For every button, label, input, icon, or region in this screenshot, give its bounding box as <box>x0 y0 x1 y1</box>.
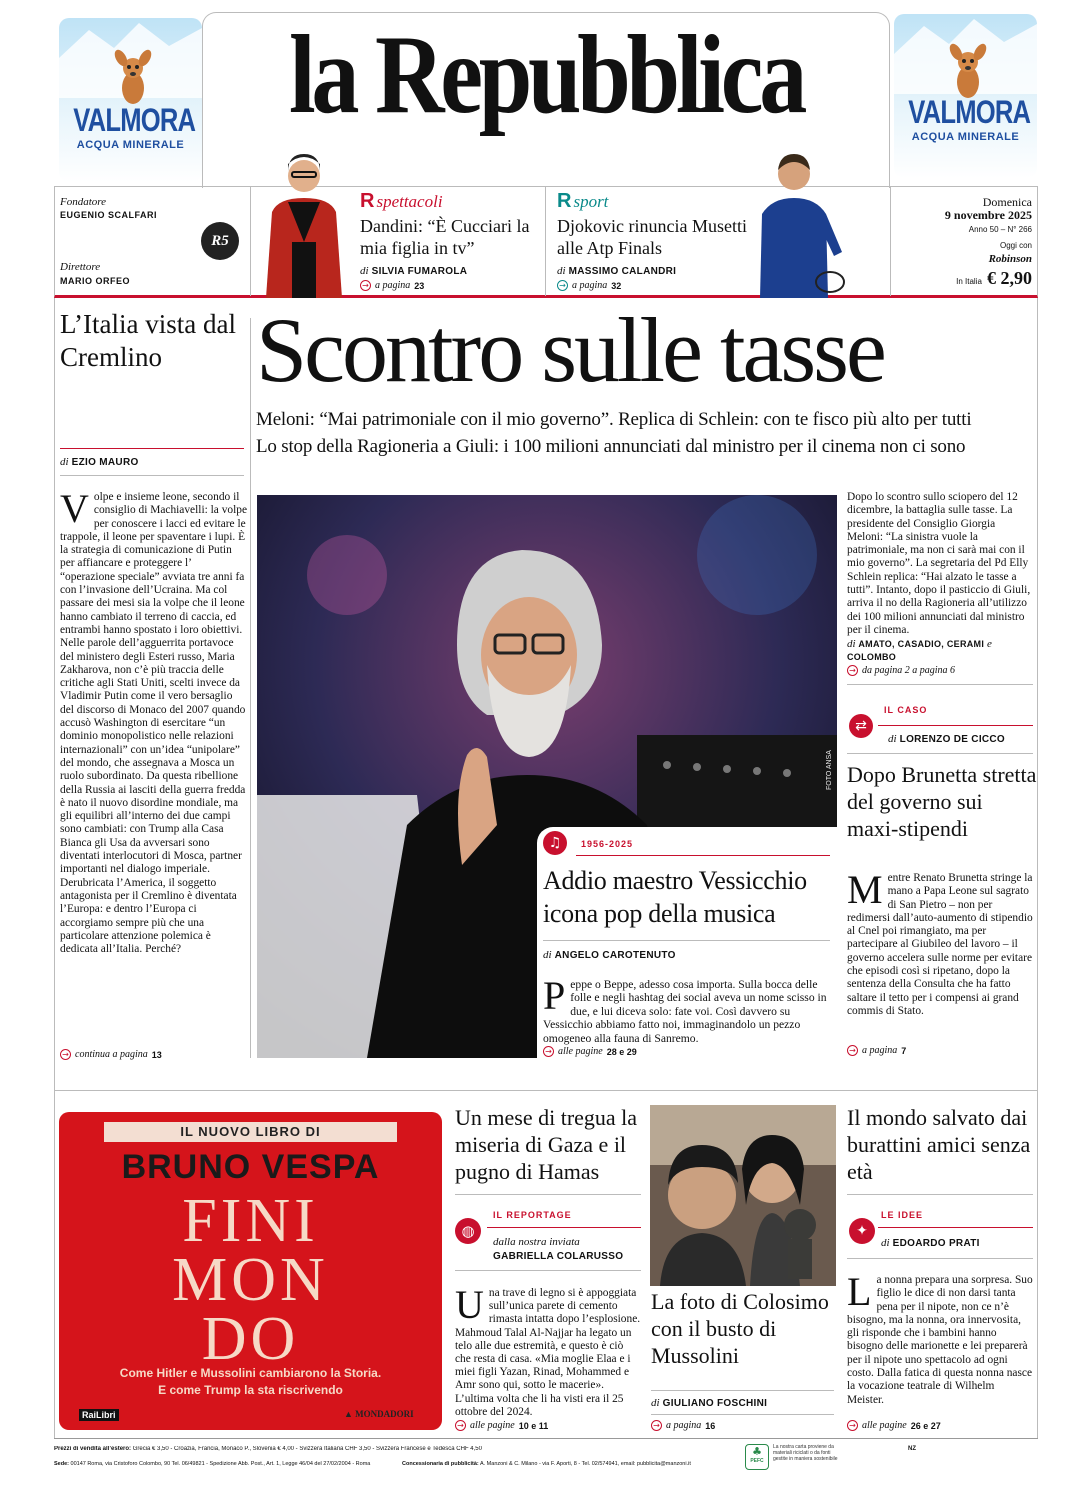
arrow-icon: → <box>847 1045 858 1056</box>
sport-teaser[interactable] <box>557 190 747 291</box>
by-prefix: di <box>651 1397 660 1409</box>
arrow-icon: → <box>455 1420 466 1431</box>
main-subhead-1: Meloni: “Mai patrimoniale con il mio governo”. Replica di Schlein: con te fisco più alto per tutti <box>256 409 972 430</box>
vessicchio-pages[interactable] <box>543 1046 637 1057</box>
vespa-tagline-2: E come Trump la sta riscrivendo <box>158 1383 343 1397</box>
dropcap: M <box>847 867 883 912</box>
teaser-author: SILVIA FUMAROLA <box>371 266 468 277</box>
pages-number: 28 e 29 <box>606 1046 637 1057</box>
by-prefix: di <box>881 1237 890 1249</box>
colosimo-author: GIULIANO FOSCHINI <box>662 1398 768 1409</box>
by-prefix: di <box>847 638 856 650</box>
pages-number: 10 e 11 <box>518 1420 549 1431</box>
footer-prices <box>54 1446 744 1452</box>
arrow-icon: → <box>360 280 371 291</box>
by-prefix: di <box>557 265 566 277</box>
brunetta-pages[interactable] <box>847 1045 906 1056</box>
tree-icon: ♣ <box>752 1445 762 1458</box>
by-prefix: di <box>60 456 69 468</box>
section-label: sport <box>573 192 609 211</box>
mondadori-logo: ▲ MONDADORI <box>344 1409 414 1419</box>
continue-page: 13 <box>151 1049 162 1060</box>
burattini-kicker: LE IDEE <box>881 1210 924 1220</box>
section-label: spettacoli <box>376 192 443 211</box>
pages-label: alle pagine <box>558 1046 603 1057</box>
valmora-tagline: ACQUA MINERALE <box>76 139 185 151</box>
print-code: NZ <box>908 1446 916 1452</box>
arrow-icon: → <box>651 1420 662 1431</box>
burattini-headline[interactable]: Il mondo salvato dai burattini amici senza età <box>847 1105 1031 1184</box>
colosimo-headline[interactable]: La foto di Colosimo con il busto di Mussolini <box>651 1289 829 1368</box>
pages-label: da pagina 2 a pagina 6 <box>862 665 956 676</box>
dropcap: U <box>455 1282 484 1327</box>
valmora-ad-right[interactable] <box>894 14 1037 178</box>
spettacoli-teaser[interactable] <box>360 190 540 291</box>
masthead-title[interactable]: la Repubblica <box>288 13 804 137</box>
by-prefix: di <box>888 733 897 745</box>
page-number: 7 <box>901 1045 907 1056</box>
editorial-headline[interactable]: L’Italia vista dal Cremlino <box>60 309 236 372</box>
r-logo-icon: R <box>360 190 375 212</box>
colosimo-pages[interactable] <box>651 1420 715 1431</box>
founder-name: EUGENIO SCALFARI <box>60 210 158 220</box>
globe-icon: ◍ <box>455 1218 481 1244</box>
rai-libri-logo: RaiLibri <box>79 1409 119 1421</box>
by-prefix: di <box>543 949 552 961</box>
teaser-headline: Dandini: “È Cucciari la mia figlia in tv” <box>360 216 530 258</box>
main-author-last: COLOMBO <box>847 652 897 662</box>
arrow-icon: → <box>847 665 858 676</box>
gaza-by-prefix: dalla nostra inviata <box>493 1236 580 1248</box>
editorial-text: olpe e insieme leone, secondo il consiglio di Machiavelli: la volpe per conoscere i lacci ed evitare le trappole, il leone per spaventare i lupi. È la strategia di comunicazione di Putin per affiancare e proteggere l’ “operazione speciale” avviata tre anni fa con l’invasione dell’Ucraina. Ma col passare dei mesi sia la volpe che il leone hanno cambiato il terreno di caccia, ed entrambi hanno spostato i loro obiettivi. Nelle parole dell’agguerrita portavoce del ministero degli Esteri russo, Maria Zakharova, non c’è più traccia delle critiche agli Stati Uniti, scelti invece da Vladimir Putin come il vero bersaglio del discorso di Monaco del 2007 quando accusò Washington di esercitare “un dominio monopolistico nelle relazioni internazionali” con un’idea “unipolare” del mondo, che assegnava a Mosca un ruolo subordinato. Da questa ribellione della Russia ai lasciti della guerra fredda è nato il nuovo disordine mondiale, ma gli equilibri all’interno dei due campi sono cambiati: con Trump alla Casa Bianca gli Usa da avversari sono diventati interlocutori di Mosca, partner importanti nel dialogo imperiale. Derubricata l’America, il soggetto antagonista per il Cremlino è diventata l’Europa: e dentro l’Europa ci accorgiamo sempre più che una particolare attenzione polemica è dedicata all’Italia. Perché? <box>60 491 247 956</box>
date-full: 9 novembre 2025 <box>944 208 1032 222</box>
brunetta-body <box>847 867 1034 1018</box>
page-prefix: a pagina <box>862 1045 898 1056</box>
continue-label: continua a pagina <box>75 1049 148 1060</box>
vespa-title-line-1: FINI <box>182 1187 319 1255</box>
page-number: 16 <box>705 1420 716 1431</box>
valmora-brand: VALMORA <box>73 102 196 138</box>
vessicchio-byline <box>543 949 676 961</box>
vespa-title-line-2: MON <box>172 1246 329 1314</box>
pefc-note: La nostra carta proviene da materiali riciclati o da fonti gestite in maniera sostenibile <box>773 1444 838 1462</box>
authors-join: e <box>986 638 992 650</box>
refresh-icon: ⇄ <box>849 714 873 738</box>
burattini-byline <box>881 1237 980 1249</box>
director-name: MARIO ORFEO <box>60 276 130 286</box>
arrow-icon: → <box>847 1420 858 1431</box>
footer-sede <box>54 1461 394 1467</box>
by-prefix: di <box>360 265 369 277</box>
valmora-brand: VALMORA <box>908 94 1031 130</box>
pages-label: alle pagine <box>862 1420 907 1431</box>
sede-text: 00147 Roma, via Cristoforo Colombo, 90 Tel. 06/49821 - Spedizione Abb. Post., Art. 1, Legge 46/04 del 27/02/2004 - Roma <box>70 1461 371 1467</box>
vespa-book-ad[interactable] <box>59 1112 442 1430</box>
page-number: 23 <box>414 280 425 291</box>
price-label: In Italia <box>956 277 982 286</box>
director-label: Direttore <box>60 261 101 273</box>
gaza-pages[interactable] <box>455 1420 548 1431</box>
ads-text: A. Manzoni & C. Milano - via F. Aporti, 8 - Tel. 02/574941, email: pubblicita@manzoni.it <box>479 1461 691 1467</box>
dropcap: P <box>543 973 566 1018</box>
founder-label: Fondatore <box>60 196 107 208</box>
price-box <box>896 268 1032 289</box>
issue-number: Anno 50 – N° 266 <box>968 225 1032 234</box>
gaza-kicker: IL REPORTAGE <box>493 1210 572 1220</box>
supplement-name: Robinson <box>988 253 1032 265</box>
gaza-text: na trave di legno si è appoggiata sull’unica parete di cemento rimasta intatta dopo l’esplosione. Mahmoud Talal Al-Najjar ha legato un telo alle due estremità, e questo è ciò che resta di casa. «Mia moglie Elaa e i miei figli Yazan, Rinad, Mohammed e Amr sono qui, sotto le macerie». L’ultima volta che li ha visti era il 25 ottobre del 2024. <box>455 1287 641 1418</box>
teaser-author: MASSIMO CALANDRI <box>568 266 677 277</box>
main-headline[interactable]: Scontro sulle tasse <box>256 299 884 401</box>
photo-credit: FOTO ANSA <box>826 750 833 790</box>
brunetta-text: entre Renato Brunetta stringe la mano a Papa Leone sul sagrato di San Pietro – non per redimersi dall’auto-aumento di stipendio al Cnel poi rimangiato, ma per partecipare al Giubileo del lavoro – il governo accelera sulle norme per evitare che episodi così si ripetano, dopo la sentenza della Consulta che ha fatto saltare il tetto per i compensi ai grand commis di Stato. <box>847 872 1033 1017</box>
footer-ads <box>402 1461 742 1467</box>
page-number: 32 <box>611 280 622 291</box>
pages-number: 26 e 27 <box>910 1420 941 1431</box>
prices-label: Prezzi di vendita all’estero: <box>54 1446 132 1452</box>
arrow-icon: → <box>543 1046 554 1057</box>
gaza-body <box>455 1282 641 1419</box>
arrow-icon: → <box>557 280 568 291</box>
r-logo-icon: R <box>557 190 572 212</box>
lightbulb-icon: ✦ <box>849 1218 875 1244</box>
burattini-author: EDOARDO PRATI <box>892 1238 980 1249</box>
vespa-author: BRUNO VESPA <box>121 1148 380 1186</box>
supplement-label: Oggi con <box>999 241 1032 250</box>
valmora-tagline: ACQUA MINERALE <box>911 131 1020 143</box>
price: € 2,90 <box>987 268 1032 288</box>
dandini-photo[interactable] <box>258 142 350 298</box>
colosimo-photo[interactable] <box>650 1105 836 1286</box>
colosimo-byline <box>651 1397 767 1409</box>
editorial-body <box>60 486 248 956</box>
date-day: Domenica <box>982 195 1032 209</box>
vessicchio-kicker: 1956-2025 <box>581 839 634 849</box>
page-prefix: a pagina <box>666 1420 702 1431</box>
page-prefix: a pagina <box>572 280 608 291</box>
main-subhead-2: Lo stop della Ragioneria a Giuli: i 100 milioni annunciati dal ministro per il cinema non ci sono <box>256 436 966 457</box>
pages-label: alle pagine <box>470 1420 515 1431</box>
djokovic-photo[interactable] <box>742 142 846 298</box>
gaza-headline[interactable]: Un mese di tregua la miseria di Gaza e il pugno di Hamas <box>455 1105 638 1184</box>
ads-label: Concessionaria di pubblicità: <box>402 1461 479 1467</box>
valmora-ad-left[interactable] <box>59 18 202 182</box>
main-story-body: Dopo lo scontro sullo sciopero del 12 dicembre, la battaglia sulle tasse. La presidente del Consiglio Giorgia Meloni: “La sinistra vuole la patrimoniale, ma non ci sarà mai con il mio governo”. La segretaria del Pd Elly Schlein replica: “Hai alzato le tasse a tutti”. Intanto, dopo il pasticcio di Giuli, arriva il no della Ragioneria all’utilizzo dei 100 milioni annunciati dal ministro per il cinema. <box>847 491 1031 636</box>
pefc-label: PEFC <box>750 1458 764 1464</box>
editorial-byline <box>60 456 139 468</box>
page-prefix: a pagina <box>375 280 411 291</box>
teaser-headline: Djokovic rinuncia Musetti alle Atp Finals <box>557 216 747 258</box>
prices-text: Grecia € 3,50 - Croazia, Francia, Monaco P., Slovenia € 4,00 - Svizzera Italiana CHF 3,50 - Svizzera Francese e Tedesca CHF 4,50 <box>132 1446 482 1452</box>
pefc-logo <box>745 1444 769 1470</box>
vessicchio-body <box>543 973 833 1045</box>
vessicchio-author: ANGELO CAROTENUTO <box>554 950 676 961</box>
fawn-icon <box>111 48 155 110</box>
music-note-icon: ♫ <box>543 831 567 855</box>
dropcap: L <box>847 1269 872 1314</box>
main-story-byline <box>847 638 1034 664</box>
vespa-title-line-3: DO <box>201 1305 300 1373</box>
main-story-pages[interactable] <box>847 665 955 676</box>
editorial-author: EZIO MAURO <box>71 457 139 468</box>
arrow-icon: → <box>60 1049 71 1060</box>
burattini-text: a nonna prepara una sorpresa. Suo figlio le dice di non darsi tanta pena per il nipote, non ce n’è bisogno, ma la nonna, ora innervosita, gli risponde che i bambini hanno bisogno delle marionette e lei preparerà per il nipote uno spettacolo ad ogni costo. Dalla fatica di questa nonna nasce la vocazione teatrale di Wilhelm Meister. <box>847 1274 1033 1406</box>
r50-badge: R5 <box>201 222 239 260</box>
brunetta-byline <box>888 733 1005 745</box>
brunetta-author: LORENZO DE CICCO <box>899 734 1006 745</box>
dropcap: V <box>60 486 89 531</box>
mondadori-label: MONDADORI <box>355 1409 414 1419</box>
burattini-pages[interactable] <box>847 1420 941 1431</box>
vessicchio-text: eppe o Beppe, adesso cosa importa. Sulla bocca delle folle e negli hashtag dei social aveva un nome scisso in due, e lui diceva solo: fate voi. Così davvero su Vessicchio abbiamo fatto noi, immaginandolo un pezzo omogeneo alla fauna di Sanremo. <box>543 978 827 1045</box>
main-authors: AMATO, CASADIO, CERAMI <box>858 639 985 649</box>
vespa-tagline-1: Come Hitler e Mussolini cambiarono la Storia. <box>119 1366 382 1380</box>
burattini-body <box>847 1269 1034 1407</box>
sede-label: Sede: <box>54 1461 69 1467</box>
brunetta-headline[interactable]: Dopo Brunetta stretta del governo sui maxi-stipendi <box>847 762 1037 841</box>
vespa-top-band: IL NUOVO LIBRO DI <box>104 1122 397 1142</box>
editorial-continue[interactable] <box>60 1049 162 1060</box>
vessicchio-headline: Addio maestro Vessicchio icona pop della musica <box>543 866 807 928</box>
brunetta-kicker: IL CASO <box>884 705 928 715</box>
gaza-author: GABRIELLA COLARUSSO <box>493 1251 624 1262</box>
